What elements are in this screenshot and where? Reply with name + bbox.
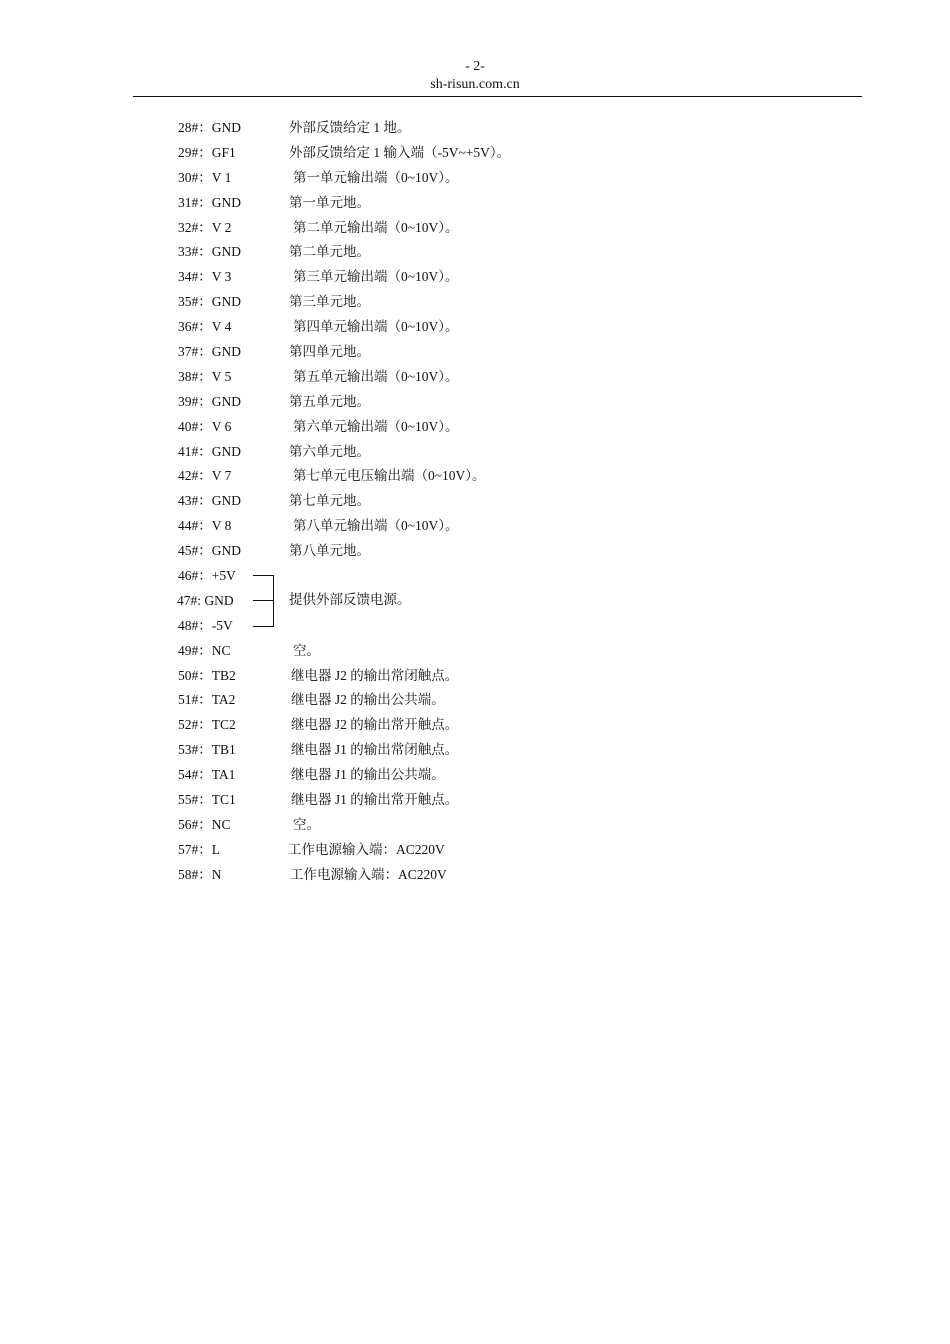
pin-id: 51#：TA2 [178,692,236,708]
pin-description: 第三单元输出端（0~10V）。 [293,269,459,285]
pin-description: 外部反馈给定 1 地。 [289,120,411,135]
pin-id: 56#：NC [178,816,231,832]
header-rule [133,96,862,97]
pin-id: 52#：TC2 [178,717,236,733]
pin-row [178,315,778,340]
pin-id: 40#：V 6 [178,418,232,434]
pin-row [178,440,778,465]
pin-description: 继电器 J1 的输出公共端。 [291,767,445,783]
pin-row [178,464,778,489]
pin-id: 45#：GND [178,543,241,559]
power-bracket [253,575,274,627]
pin-id: 34#：V 3 [178,269,232,285]
pin-row [178,265,778,290]
pin-description: 第五单元地。 [289,393,370,409]
page-number: - 2- [465,59,485,74]
pin-row [178,738,778,763]
pin-description: 第四单元地。 [289,344,370,360]
pin-row [178,763,778,788]
pin-id: 32#：V 2 [178,219,232,235]
pin-description: 外部反馈给定 1 输入端（-5V~+5V）。 [289,144,511,160]
pin-id: 35#：GND [178,294,241,310]
pin-row [178,216,778,241]
site-url: sh-risun.com.cn [430,77,520,92]
pin-id: 38#：V 5 [178,368,232,384]
pin-description: 继电器 J2 的输出公共端。 [291,692,445,708]
pin-id: 28#：GND [178,120,241,135]
pin-description: 继电器 J1 的输出常开触点。 [291,792,459,808]
pin-description: 第六单元地。 [289,443,370,459]
pin-id: 41#：GND [178,443,241,459]
pin-id: 42#：V 7 [178,468,232,484]
pin-id: 30#：V 1 [178,169,232,185]
pin-description: 第一单元输出端（0~10V）。 [293,169,459,185]
pin-id: 47#: GND [177,592,234,608]
pin-row [178,340,778,365]
pin-description: 工作电源输入端：AC220V [290,866,447,882]
pin-id: 39#：GND [178,393,241,409]
pin-row [178,688,778,713]
pin-id: 58#：N [178,866,222,882]
pin-id: 29#：GF1 [178,144,236,160]
pin-row [178,539,778,564]
pin-list [178,116,778,888]
pin-row [178,290,778,315]
page-header [0,58,950,94]
pin-id: 57#：L [178,841,220,857]
pin-id: 49#：NC [178,642,231,658]
pin-row [178,514,778,539]
pin-description: 第五单元输出端（0~10V）。 [293,368,459,384]
pin-id: 33#：GND [178,244,241,260]
pin-row [178,365,778,390]
power-group-description: 提供外部反馈电源。 [289,592,411,607]
pin-row [178,639,778,664]
pin-id: 55#：TC1 [178,792,236,808]
pin-description: 第八单元地。 [289,543,370,559]
pin-description: 第四单元输出端（0~10V）。 [293,319,459,335]
pin-description: 第七单元电压输出端（0~10V）。 [293,468,486,484]
pin-id: 31#：GND [178,194,241,210]
pin-row [178,489,778,514]
pin-id: 50#：TB2 [178,667,236,683]
pin-description: 第六单元输出端（0~10V）。 [293,418,459,434]
pin-row [178,141,778,166]
pin-row [178,116,778,141]
pin-description: 第七单元地。 [289,493,370,509]
pin-description: 空。 [293,816,320,832]
pin-id: 53#：TB1 [178,742,236,758]
pin-description: 继电器 J2 的输出常闭触点。 [291,667,459,683]
pin-row [178,813,778,838]
pin-id: 46#：+5V [178,568,236,584]
pin-row [178,415,778,440]
pin-description: 工作电源输入端：AC220V [288,841,445,857]
pin-row [178,664,778,689]
pin-row [178,838,778,863]
pin-description: 第二单元地。 [289,244,370,260]
power-bracket-tick [253,600,274,601]
pin-row [178,788,778,813]
pin-description: 第八单元输出端（0~10V）。 [293,518,459,534]
pin-row [178,863,778,888]
pin-row [178,240,778,265]
pin-description: 空。 [293,642,320,658]
pin-row [178,191,778,216]
pin-description: 第三单元地。 [289,294,370,310]
pin-row [178,166,778,191]
pin-description: 继电器 J2 的输出常开触点。 [291,717,459,733]
pin-id: 44#：V 8 [178,518,232,534]
pin-description: 继电器 J1 的输出常闭触点。 [291,742,459,758]
pin-id: 54#：TA1 [178,767,236,783]
pin-id: 36#：V 4 [178,319,232,335]
pin-row [178,713,778,738]
pin-id: 48#：-5V [178,617,233,633]
pin-description: 第二单元输出端（0~10V）。 [293,219,459,235]
pin-id: 37#：GND [178,344,241,360]
pin-row [178,390,778,415]
pin-id: 43#：GND [178,493,241,509]
pin-description: 第一单元地。 [289,194,370,210]
